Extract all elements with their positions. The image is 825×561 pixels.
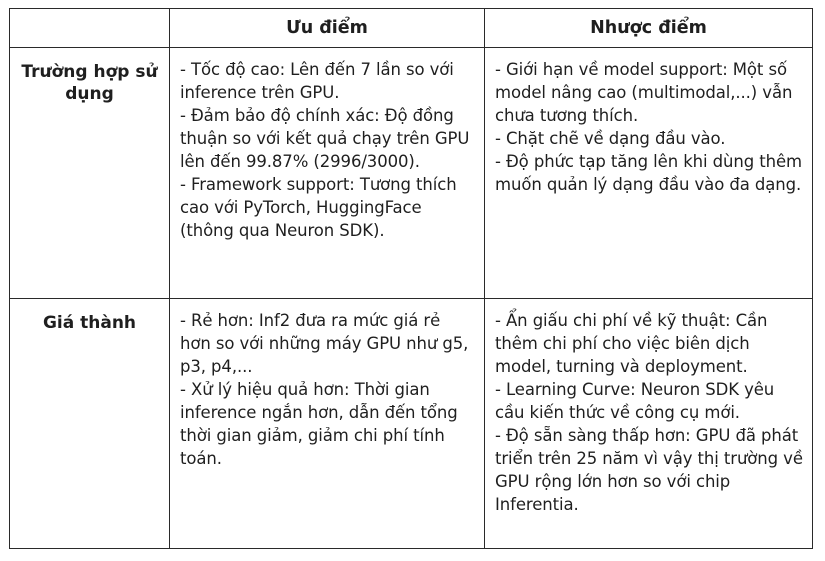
- pros-item: - Xử lý hiệu quả hơn: Thời gian inference ngắn hơn, dẫn đến tổng thời gian giảm, giảm chi phí tính toán.: [180, 380, 463, 468]
- header-empty: [10, 9, 170, 48]
- cons-item: - Learning Curve: Neuron SDK yêu cầu kiến thức về công cụ mới.: [495, 380, 780, 422]
- row-label-price: Giá thành: [10, 299, 170, 549]
- pros-item: - Framework support: Tương thích cao với PyTorch, HuggingFace (thông qua Neuron SDK).: [180, 175, 462, 240]
- header-cons: Nhược điểm: [485, 9, 813, 48]
- cons-cell: [485, 48, 813, 299]
- cons-item: - Giới hạn về model support: Một số model nâng cao (multimodal,...) vẫn chưa tương thích.: [495, 60, 798, 125]
- cons-item: - Độ sẵn sàng thấp hơn: GPU đã phát triển trên 25 năm vì vậy thị trường về GPU rộng lớn hơn so với chip Inferentia.: [495, 426, 809, 514]
- pros-item: - Rẻ hơn: Inf2 đưa ra mức giá rẻ hơn so với những máy GPU như g5, p3, p4,...: [180, 311, 474, 376]
- cons-cell: [485, 299, 813, 549]
- cons-item: - Độ phức tạp tăng lên khi dùng thêm muốn quản lý dạng đầu vào đa dạng.: [495, 152, 808, 194]
- pros-item: - Tốc độ cao: Lên đến 7 lần so với inference trên GPU.: [180, 60, 459, 102]
- cons-item: - Ẩn giấu chi phí về kỹ thuật: Cần thêm chi phí cho việc biên dịch model, turning và deployment.: [495, 311, 773, 376]
- table-row: [10, 48, 813, 299]
- comparison-table: [9, 8, 813, 549]
- row-label-use-case: Trường hợp sử dụng: [10, 48, 170, 299]
- pros-cell: [170, 299, 485, 549]
- header-row: [10, 9, 813, 48]
- pros-cell: [170, 48, 485, 299]
- pros-item: - Đảm bảo độ chính xác: Độ đồng thuận so với kết quả chạy trên GPU lên đến 99.87% (2996/3000).: [180, 106, 475, 171]
- cons-item: - Chặt chẽ về dạng đầu vào.: [495, 129, 726, 148]
- table-row: [10, 299, 813, 549]
- header-pros: Ưu điểm: [170, 9, 485, 48]
